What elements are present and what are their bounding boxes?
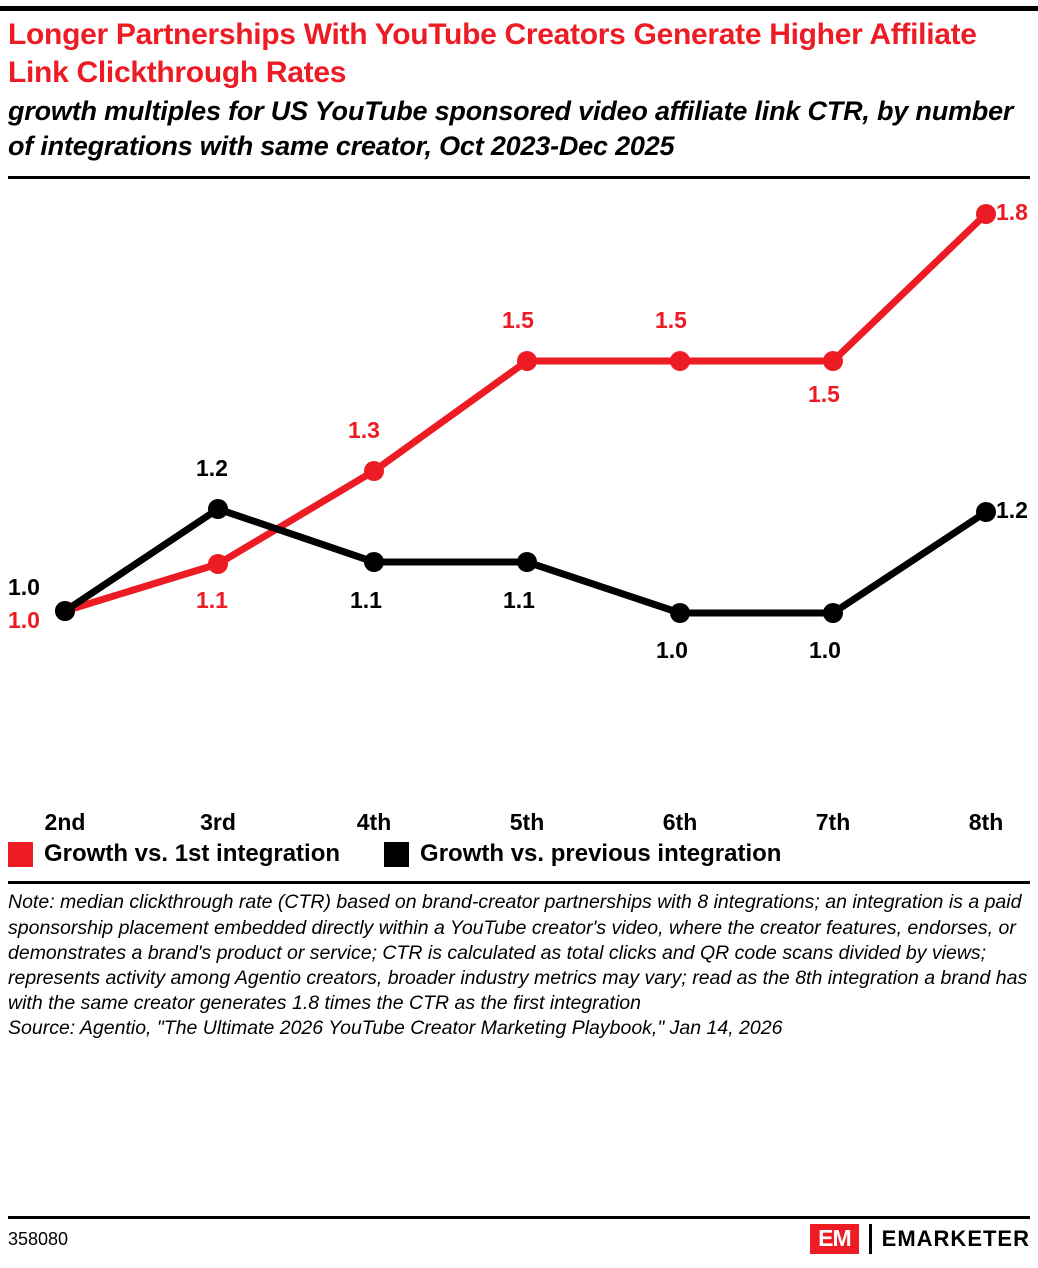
x-tick-4: 6th xyxy=(662,809,698,836)
chart-plot xyxy=(8,179,1030,829)
data-label-black-6: 1.2 xyxy=(996,497,1028,524)
legend-swatch-red xyxy=(8,842,33,867)
chart-notes xyxy=(8,884,1030,1041)
chart-id: 358080 xyxy=(8,1228,69,1249)
page-subtitle: growth multiples for US YouTube sponsored video affiliate link CTR, by number of integrations with same creator, Oct 2023-Dec 2025 xyxy=(8,96,1014,162)
series-line-growth-vs-1st xyxy=(65,214,986,611)
emarketer-logo xyxy=(810,1222,1030,1256)
legend-label-growth-vs-previous: Growth vs. previous integration xyxy=(420,840,782,868)
data-label-black-0: 1.0 xyxy=(8,574,40,601)
x-tick-0: 2nd xyxy=(44,809,86,836)
data-label-red-4: 1.5 xyxy=(655,307,687,334)
x-tick-5: 7th xyxy=(815,809,851,836)
page-footer xyxy=(8,1216,1030,1260)
data-label-red-1: 1.1 xyxy=(196,587,228,614)
note-text: Note: median clickthrough rate (CTR) based on brand-creator partnerships with 8 integrations; an integration is a paid sponsorship placement embedded directly within a YouTube creator's video, where the creator features, endorses, or demonstrates a brand's product or service; CTR is calculated as total clicks and QR code scans divided by views; represents activity among Agentio creators, broader industry metrics may vary; read as the 8th integration a brand has with the same creator generates 1.8 times the CTR as the first integration xyxy=(8,891,1028,1014)
data-label-red-3: 1.5 xyxy=(502,307,534,334)
data-label-black-3: 1.1 xyxy=(503,587,535,614)
x-tick-1: 3rd xyxy=(200,809,236,836)
brand-name: EMARKETER xyxy=(881,1226,1030,1251)
x-tick-3: 5th xyxy=(509,809,545,836)
legend-item-growth-vs-previous xyxy=(384,840,781,868)
data-label-black-5: 1.0 xyxy=(809,637,841,664)
top-rule xyxy=(0,6,1038,11)
chart-legend xyxy=(8,831,1030,877)
legend-label-growth-vs-1st: Growth vs. 1st integration xyxy=(44,840,341,868)
em-mark: EM xyxy=(810,1224,859,1254)
data-label-black-4: 1.0 xyxy=(656,637,688,664)
line-chart xyxy=(8,179,1030,836)
legend-swatch-black xyxy=(384,842,409,867)
data-label-red-2: 1.3 xyxy=(348,417,380,444)
data-label-black-2: 1.1 xyxy=(350,587,382,614)
data-label-red-6: 1.8 xyxy=(996,199,1028,226)
data-label-black-1: 1.2 xyxy=(196,455,228,482)
data-label-red-0: 1.0 xyxy=(8,607,40,634)
x-tick-6: 8th xyxy=(968,809,1004,836)
data-label-red-5: 1.5 xyxy=(808,381,840,408)
legend-item-growth-vs-1st xyxy=(8,840,340,868)
x-tick-2: 4th xyxy=(356,809,392,836)
page-title: Longer Partnerships With YouTube Creators Generate Higher Affiliate Link Clickthrough Rates xyxy=(8,18,977,90)
logo-divider xyxy=(869,1224,872,1254)
chart-header xyxy=(8,0,1030,164)
source-text: Source: Agentio, "The Ultimate 2026 YouTube Creator Marketing Playbook," Jan 14, 2026 xyxy=(8,1017,783,1040)
